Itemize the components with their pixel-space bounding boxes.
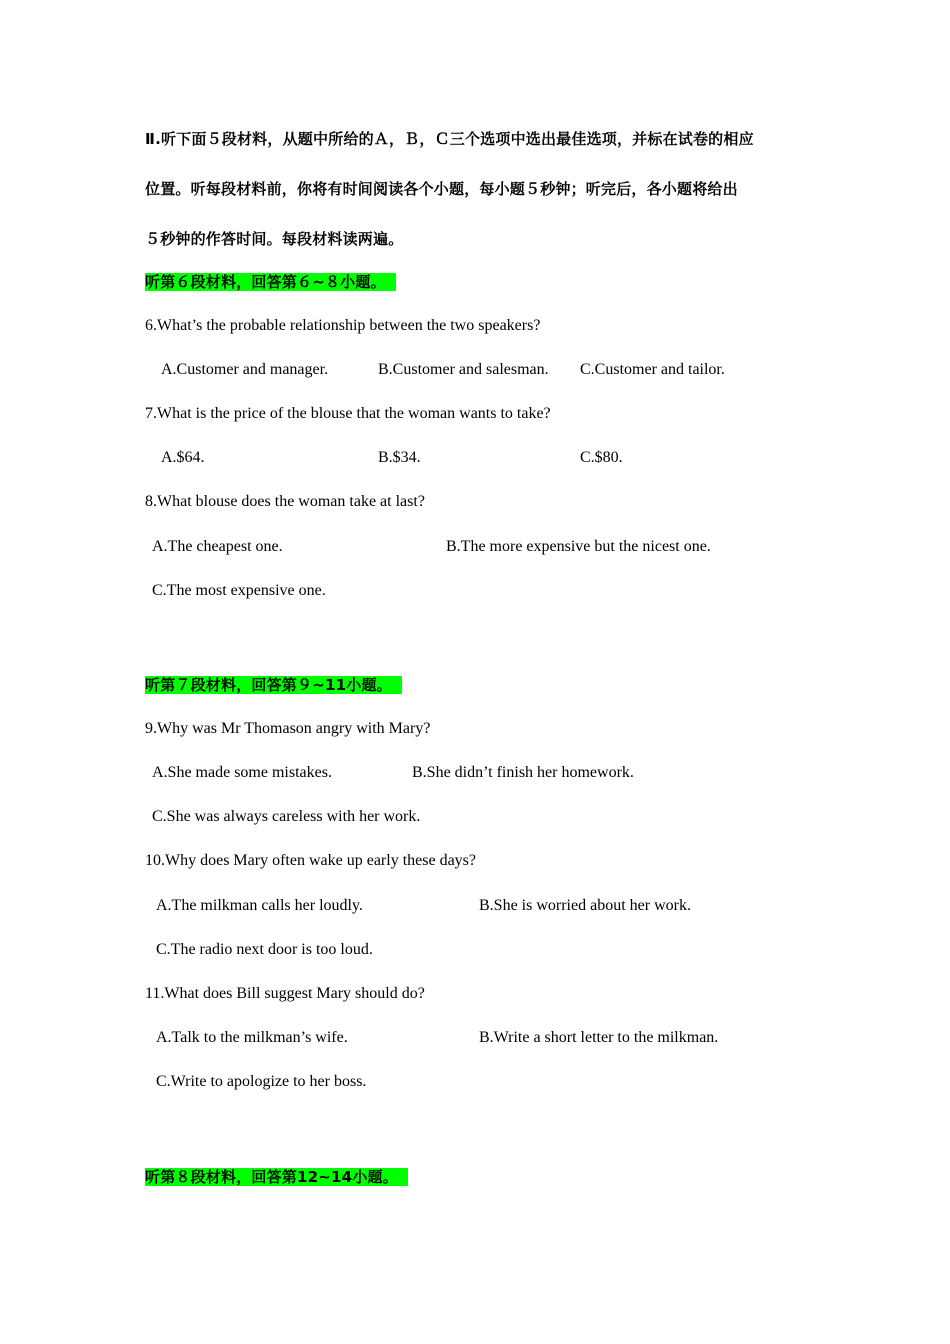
- option-9b: B.She didn’t finish her homework.: [412, 764, 634, 781]
- question-8: 8.What blouse does the woman take at last?: [145, 493, 425, 510]
- highlighted-heading: 听第８段材料，回答第12~14小题。: [145, 1168, 408, 1186]
- option-11b: B.Write a short letter to the milkman.: [479, 1029, 719, 1046]
- option-7c: C.$80.: [580, 449, 623, 466]
- question-6: 6.What’s the probable relationship between the two speakers?: [145, 317, 541, 334]
- instruction-line-2: 位置。听每段材料前，你将有时间阅读各个小题，每小题５秒钟；听完后，各小题将给出: [145, 180, 738, 198]
- instruction-line-1: Ⅱ.听下面５段材料，从题中所给的Ａ，Ｂ，Ｃ三个选项中选出最佳选项，并标在试卷的相应: [145, 130, 754, 148]
- question-10: 10.Why does Mary often wake up early these days?: [145, 852, 476, 869]
- question-7: 7.What is the price of the blouse that the woman wants to take?: [145, 405, 551, 422]
- instruction-line-3: ５秒钟的作答时间。每段材料读两遍。: [145, 230, 404, 248]
- option-7b: B.$34.: [378, 449, 421, 466]
- question-9: 9.Why was Mr Thomason angry with Mary?: [145, 720, 431, 737]
- option-11c: C.Write to apologize to her boss.: [156, 1073, 367, 1090]
- option-6a: A.Customer and manager.: [161, 361, 329, 378]
- option-9c: C.She was always careless with her work.: [152, 808, 421, 825]
- option-11a: A.Talk to the milkman’s wife.: [156, 1029, 348, 1046]
- question-11: 11.What does Bill suggest Mary should do?: [145, 985, 425, 1002]
- option-10b: B.She is worried about her work.: [479, 897, 691, 914]
- option-8b: B.The more expensive but the nicest one.: [446, 538, 711, 555]
- option-8c: C.The most expensive one.: [152, 582, 326, 599]
- option-10a: A.The milkman calls her loudly.: [156, 897, 363, 914]
- option-9a: A.She made some mistakes.: [152, 764, 332, 781]
- option-8a: A.The cheapest one.: [152, 538, 283, 555]
- highlighted-heading: 听第７段材料，回答第９~11小题。: [145, 676, 402, 694]
- option-7a: A.$64.: [161, 449, 205, 466]
- section-heading-7: [145, 675, 402, 695]
- section-heading-8: [145, 1167, 408, 1187]
- option-10c: C.The radio next door is too loud.: [156, 941, 373, 958]
- highlighted-heading: 听第６段材料，回答第６~８小题。: [145, 273, 396, 291]
- option-6c: C.Customer and tailor.: [580, 361, 725, 378]
- section-heading-6: [145, 272, 396, 292]
- option-6b: B.Customer and salesman.: [378, 361, 549, 378]
